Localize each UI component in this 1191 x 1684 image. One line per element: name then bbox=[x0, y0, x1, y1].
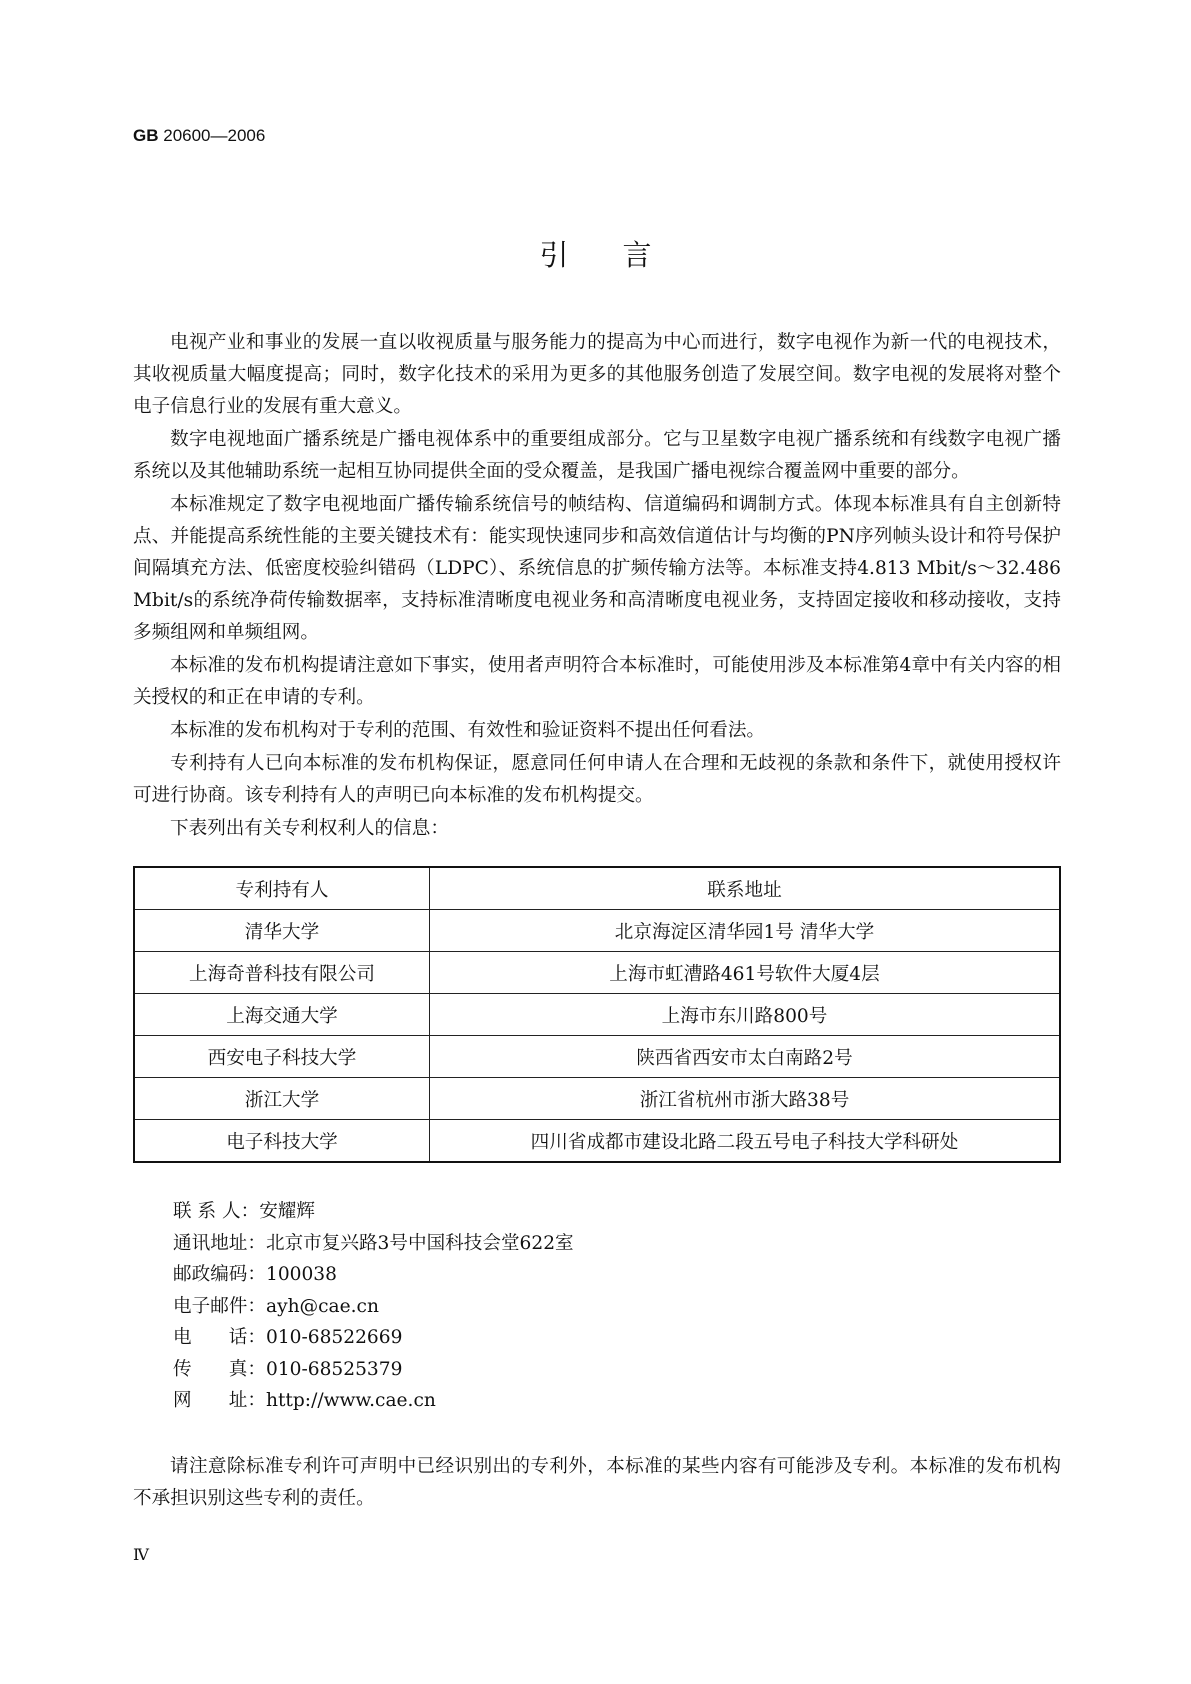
contact-row-website bbox=[173, 1385, 574, 1417]
contact-value: 010-68522669 bbox=[265, 1327, 403, 1348]
page-title: 引言 bbox=[539, 238, 706, 272]
address-cell: 四川省成都市建设北路二段五号电子科技大学科研处 bbox=[430, 1120, 1061, 1163]
patent-notice bbox=[133, 1451, 1061, 1515]
table-row bbox=[134, 1120, 1060, 1163]
table-row bbox=[134, 994, 1060, 1036]
table-row bbox=[134, 1078, 1060, 1120]
contact-label: 通讯地址： bbox=[173, 1232, 266, 1254]
contact-row-phone bbox=[173, 1322, 574, 1354]
contact-value: 100038 bbox=[265, 1264, 337, 1285]
contact-value: 010-68525379 bbox=[265, 1358, 403, 1380]
holder-cell: 浙江大学 bbox=[134, 1078, 430, 1120]
contact-label: 电子邮件： bbox=[173, 1295, 266, 1317]
holder-cell: 电子科技大学 bbox=[134, 1120, 430, 1163]
contact-row-fax bbox=[173, 1354, 574, 1386]
contact-row-person bbox=[173, 1196, 574, 1228]
paragraph-2: 数字电视地面广播系统是广播电视体系中的重要组成部分。它与卫星数字电视广播系统和有线数字电视广播系统以及其他辅助系统一起相互协同提供全面的受众覆盖，是我国广播电视综合覆盖网中重要的部分。 bbox=[133, 429, 1061, 482]
contact-info bbox=[173, 1196, 574, 1417]
notice-paragraph: 请注意除标准专利许可声明中已经识别出的专利外，本标准的某些内容有可能涉及专利。本标准的发布机构不承担识别这些专利的责任。 bbox=[133, 1456, 1061, 1509]
paragraph-3: 本标准规定了数字电视地面广播传输系统信号的帧结构、信道编码和调制方式。体现本标准具有自主创新特点、并能提高系统性能的主要关键技术有：能实现快速同步和高效信道估计与均衡的PN序列帧头设计和符号保护间隔填充方法、低密度校验纠错码（LDPC）、系统信息的扩频传输方法等。本标准支持4.813 Mbit/s～32.486 Mbit/s的系统净荷传输数据率，支持标准清晰度电视业务和高清晰度电视业务，支持固定接收和移动接收，支持多频组网和单频组网。 bbox=[133, 494, 1061, 643]
introduction-body bbox=[133, 327, 1061, 846]
paragraph-7: 下表列出有关专利权利人的信息： bbox=[170, 818, 449, 839]
contact-row-address bbox=[173, 1228, 574, 1260]
paragraph-1: 电视产业和事业的发展一直以收视质量与服务能力的提高为中心而进行，数字电视作为新一代的电视技术，其收视质量大幅度提高；同时，数字化技术的采用为更多的其他服务创造了发展空间。数字电视的发展将对整个电子信息行业的发展有重大意义。 bbox=[133, 332, 1061, 417]
holder-cell: 上海交通大学 bbox=[134, 994, 430, 1036]
contact-value: 北京市复兴路3号中国科技会堂622室 bbox=[265, 1232, 574, 1254]
page-number: Ⅳ bbox=[133, 1545, 149, 1564]
holder-cell: 清华大学 bbox=[134, 910, 430, 952]
table-row bbox=[134, 910, 1060, 952]
table-row bbox=[134, 952, 1060, 994]
contact-label: 传 真： bbox=[173, 1358, 266, 1380]
doc-code-prefix: GB bbox=[133, 126, 159, 145]
holder-cell: 上海奇普科技有限公司 bbox=[134, 952, 430, 994]
address-cell: 陕西省西安市太白南路2号 bbox=[430, 1036, 1061, 1078]
header-holder: 专利持有人 bbox=[134, 867, 430, 910]
header-address: 联系地址 bbox=[430, 867, 1061, 910]
doc-code-number: 20600—2006 bbox=[163, 126, 266, 145]
contact-row-postcode bbox=[173, 1259, 574, 1291]
contact-label: 网 址： bbox=[173, 1390, 266, 1411]
holder-cell: 西安电子科技大学 bbox=[134, 1036, 430, 1078]
contact-row-email bbox=[173, 1291, 574, 1323]
contact-label: 联 系 人： bbox=[173, 1201, 260, 1222]
contact-value: 安耀辉 bbox=[259, 1201, 315, 1222]
paragraph-6: 专利持有人已向本标准的发布机构保证，愿意同任何申请人在合理和无歧视的条款和条件下，就使用授权许可进行协商。该专利持有人的声明已向本标准的发布机构提交。 bbox=[133, 753, 1061, 806]
contact-value: ayh@cae.cn bbox=[265, 1295, 379, 1317]
address-cell: 北京海淀区清华园1号 清华大学 bbox=[430, 910, 1061, 952]
address-cell: 浙江省杭州市浙大路38号 bbox=[430, 1078, 1061, 1120]
patent-holder-table bbox=[133, 866, 1061, 1163]
document-code bbox=[133, 126, 265, 146]
paragraph-4: 本标准的发布机构提请注意如下事实，使用者声明符合本标准时，可能使用涉及本标准第4章中有关内容的相关授权的和正在申请的专利。 bbox=[133, 655, 1061, 708]
table-header-row bbox=[134, 867, 1060, 910]
paragraph-5: 本标准的发布机构对于专利的范围、有效性和验证资料不提出任何看法。 bbox=[170, 720, 766, 741]
contact-label: 邮政编码： bbox=[173, 1264, 266, 1285]
contact-label: 电 话： bbox=[173, 1327, 266, 1348]
address-cell: 上海市虹漕路461号软件大厦4层 bbox=[430, 952, 1061, 994]
contact-value: http://www.cae.cn bbox=[265, 1390, 436, 1411]
table-row bbox=[134, 1036, 1060, 1078]
address-cell: 上海市东川路800号 bbox=[430, 994, 1061, 1036]
